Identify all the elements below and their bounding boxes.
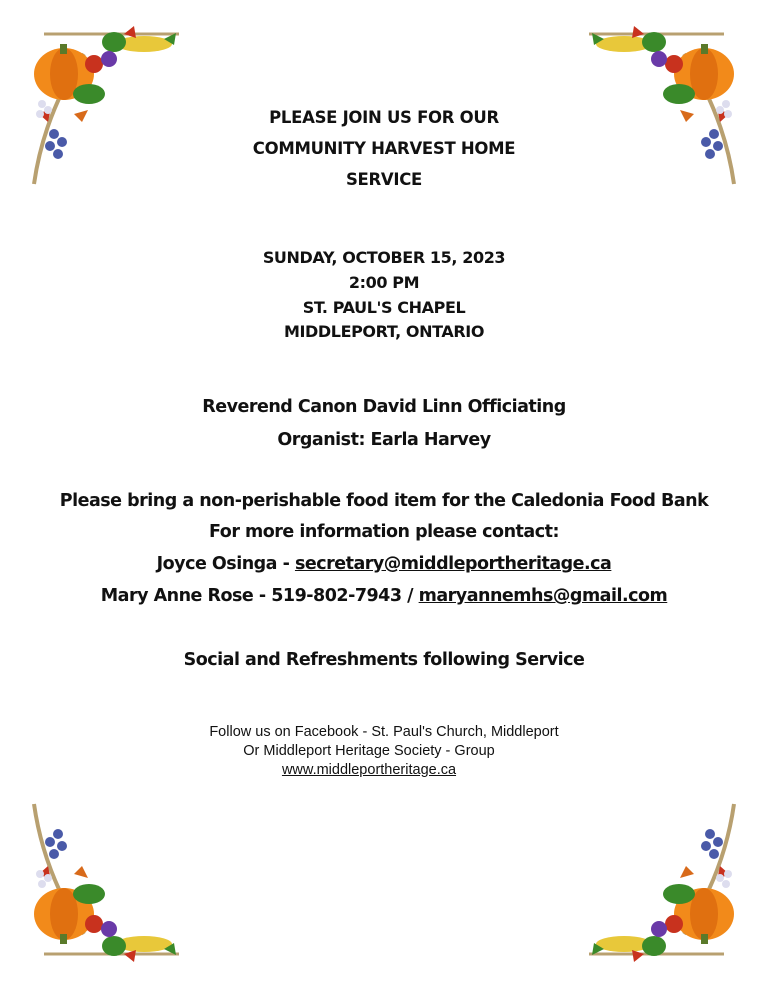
harvest-corner-bottom-left <box>14 794 184 974</box>
footer-group-line: Or Middleport Heritage Society - Group <box>243 743 495 759</box>
contact-1 <box>0 554 768 574</box>
reverend-line: Reverend Canon David Linn Officiating <box>202 397 566 417</box>
invitation-line-2: COMMUNITY HARVEST HOME <box>252 139 516 158</box>
harvest-corner-top-right <box>584 14 754 194</box>
website-link[interactable]: www.middleportheritage.ca <box>281 762 457 778</box>
contact-1-email-link[interactable]: secretary@middleportheritage.ca <box>294 554 612 574</box>
food-bank-line: Please bring a non-perishable food item for the Caledonia Food Bank <box>59 491 709 511</box>
event-location: MIDDLEPORT, ONTARIO <box>283 322 485 341</box>
harvest-decoration-icon <box>584 14 754 194</box>
harvest-decoration-icon <box>14 14 184 194</box>
contact-2-name: Mary Anne Rose - 519-802-7943 / <box>100 586 419 606</box>
contact-2 <box>0 586 768 606</box>
harvest-corner-top-left <box>14 14 184 194</box>
harvest-corner-bottom-right <box>584 794 754 974</box>
event-time: 2:00 PM <box>348 273 420 292</box>
footer-facebook-line: Follow us on Facebook - St. Paul's Church, Middleport <box>209 724 559 740</box>
event-date: SUNDAY, OCTOBER 15, 2023 <box>262 248 506 267</box>
contact-2-email-link[interactable]: maryannemhs@gmail.com <box>418 586 668 606</box>
invitation-line-3: SERVICE <box>345 170 423 189</box>
social-line: Social and Refreshments following Service <box>183 650 585 670</box>
footer-website-link <box>0 762 753 778</box>
contact-intro: For more information please contact: <box>209 522 559 542</box>
contact-1-name: Joyce Osinga - <box>156 554 295 574</box>
harvest-decoration-icon <box>584 794 754 974</box>
harvest-decoration-icon <box>14 794 184 974</box>
event-venue: ST. PAUL'S CHAPEL <box>302 298 466 317</box>
invitation-line-1: PLEASE JOIN US FOR OUR <box>269 108 499 127</box>
organist-line: Organist: Earla Harvey <box>277 430 491 450</box>
